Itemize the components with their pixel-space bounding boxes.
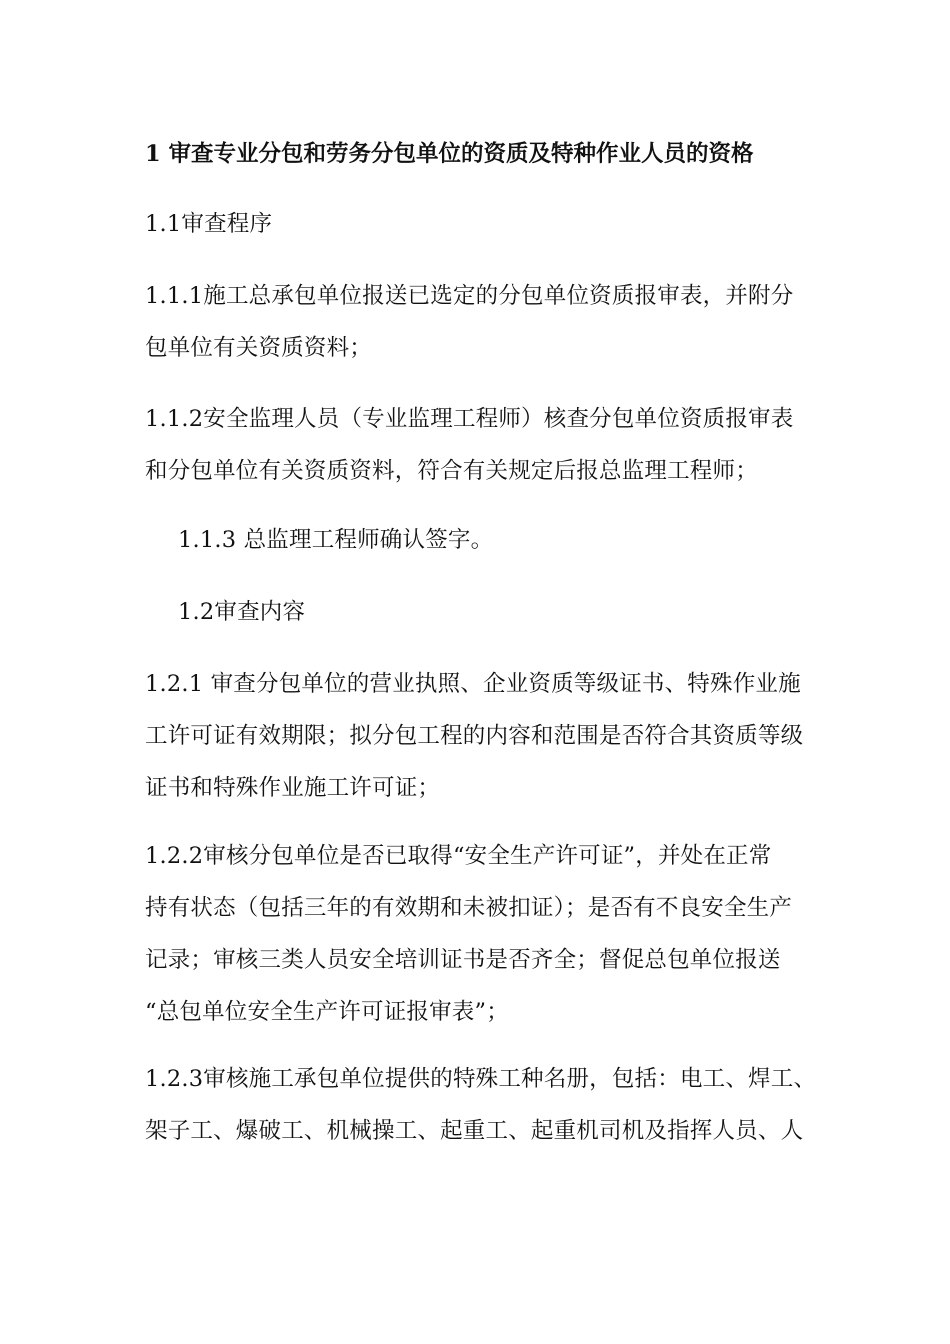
paragraph-1-1-1	[145, 270, 805, 374]
text-line: 1.2.3审核施工承包单位提供的特殊工种名册，包括：电工、焊工、	[145, 1066, 817, 1092]
text-line: 1.1.2安全监理人员（专业监理工程师）核查分包单位资质报审表	[145, 406, 794, 432]
text-line: 证书和特殊作业施工许可证；	[145, 775, 441, 801]
text-line: “总包单位安全生产许可证报审表”；	[145, 999, 509, 1025]
text-line: 架子工、爆破工、机械操工、起重工、起重机司机及指挥人员、人	[145, 1118, 804, 1144]
text-line: 1.2审查内容	[178, 599, 306, 625]
paragraph-1-2-3	[145, 1053, 817, 1157]
text-line: 1.1.3 总监理工程师确认签字。	[178, 527, 494, 553]
text-line: 1.1.1施工总承包单位报送已选定的分包单位资质报审表，并附分	[145, 283, 794, 309]
subsection-title-review-procedure	[145, 198, 805, 250]
paragraph-1-2-2	[145, 830, 805, 1038]
text-line: 包单位有关资质资料；	[145, 335, 373, 361]
paragraph-1-2-1	[145, 658, 805, 814]
text-line: 1.2.2审核分包单位是否已取得“安全生产许可证”，并处在正常	[145, 843, 772, 869]
text-line: 和分包单位有关资质资料，符合有关规定后报总监理工程师；	[145, 458, 758, 484]
paragraph-1-1-2	[145, 393, 805, 497]
subsection-title-review-content	[178, 586, 838, 638]
paragraph-1-1-3	[178, 514, 838, 566]
text-line: 1.2.1 审查分包单位的营业执照、企业资质等级证书、特殊作业施	[145, 671, 801, 697]
text-line: 持有状态（包括三年的有效期和未被扣证）；是否有不良安全生产	[145, 895, 793, 921]
text-line: 1.1审查程序	[145, 211, 273, 237]
text-line: 工许可证有效期限；拟分包工程的内容和范围是否符合其资质等级	[145, 723, 804, 749]
text-line: 记录；审核三类人员安全培训证书是否齐全；督促总包单位报送	[145, 947, 781, 973]
section-heading: 1 审查专业分包和劳务分包单位的资质及特种作业人员的资格	[145, 141, 754, 167]
